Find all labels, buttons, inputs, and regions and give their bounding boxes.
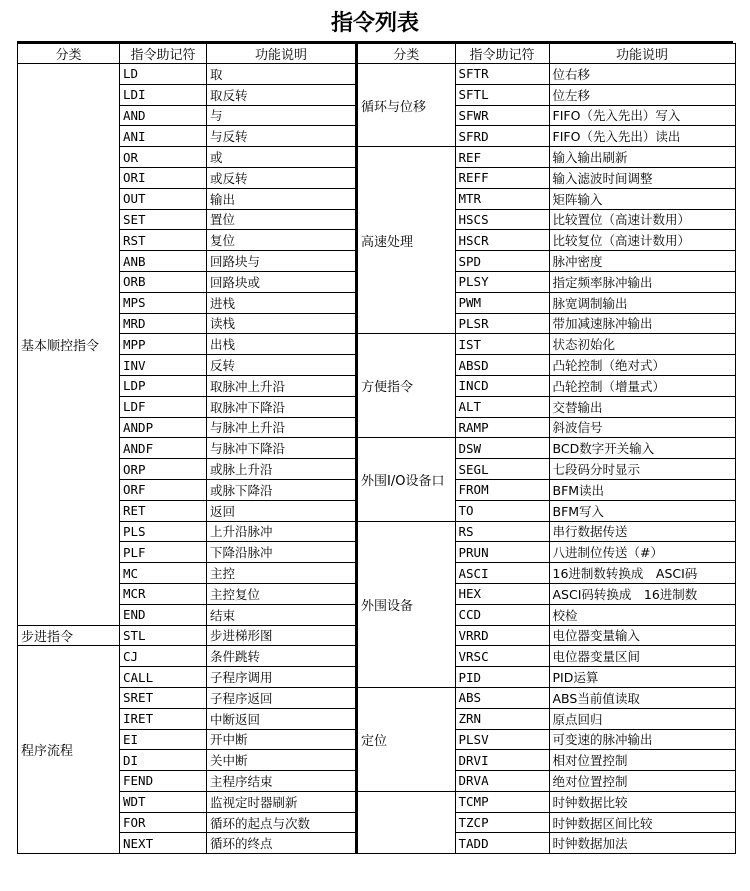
mnemonic-cell: WDT — [120, 791, 207, 812]
description-cell: 关中断 — [207, 750, 356, 771]
mnemonic-cell: PWM — [455, 292, 549, 313]
mnemonic-cell: ALT — [455, 396, 549, 417]
mnemonic-cell: MRD — [120, 313, 207, 334]
mnemonic-cell: HSCR — [455, 230, 549, 251]
description-cell: 电位器变量区间 — [549, 646, 735, 667]
mnemonic-cell: DSW — [455, 438, 549, 459]
header-category: 分类 — [357, 44, 455, 64]
mnemonic-cell: ORB — [120, 271, 207, 292]
table-halves — [17, 43, 733, 854]
description-cell: 复位 — [207, 230, 356, 251]
mnemonic-cell: AND — [120, 105, 207, 126]
mnemonic-cell: ABS — [455, 687, 549, 708]
mnemonic-cell: SPD — [455, 251, 549, 272]
description-cell: 主程序结束 — [207, 771, 356, 792]
page-title: 指令列表 — [17, 6, 733, 43]
right-instruction-table — [356, 43, 736, 854]
description-cell: 读栈 — [207, 313, 356, 334]
left-table-body — [18, 64, 356, 854]
description-cell: 或反转 — [207, 167, 356, 188]
description-cell: 主控复位 — [207, 583, 356, 604]
description-cell: 返回 — [207, 500, 356, 521]
mnemonic-cell: ANDF — [120, 438, 207, 459]
description-cell: 八进制位传送（#） — [549, 542, 735, 563]
mnemonic-cell: REFF — [455, 167, 549, 188]
description-cell: 置位 — [207, 209, 356, 230]
mnemonic-cell: ORI — [120, 167, 207, 188]
table-row — [357, 147, 735, 168]
description-cell: 下降沿脉冲 — [207, 542, 356, 563]
description-cell: 交替输出 — [549, 396, 735, 417]
description-cell: 比较复位（高速计数用） — [549, 230, 735, 251]
description-cell: 回路块与 — [207, 251, 356, 272]
mnemonic-cell: SEGL — [455, 459, 549, 480]
table-row — [18, 64, 356, 85]
description-cell: 或脉上升沿 — [207, 459, 356, 480]
instruction-list-page — [17, 6, 733, 854]
description-cell: 反转 — [207, 355, 356, 376]
description-cell: PID运算 — [549, 667, 735, 688]
mnemonic-cell: INV — [120, 355, 207, 376]
description-cell: 校检 — [549, 604, 735, 625]
description-cell: 绝对位置控制 — [549, 771, 735, 792]
mnemonic-cell: PLS — [120, 521, 207, 542]
mnemonic-cell: ANI — [120, 126, 207, 147]
mnemonic-cell: ABSD — [455, 355, 549, 376]
description-cell: 比较置位（高速计数用） — [549, 209, 735, 230]
description-cell: 脉冲密度 — [549, 251, 735, 272]
description-cell: BFM写入 — [549, 500, 735, 521]
description-cell: 取 — [207, 64, 356, 85]
mnemonic-cell: PID — [455, 667, 549, 688]
description-cell: 主控 — [207, 563, 356, 584]
description-cell: 可变速的脉冲输出 — [549, 729, 735, 750]
mnemonic-cell: RST — [120, 230, 207, 251]
table-row — [357, 521, 735, 542]
mnemonic-cell: ORF — [120, 479, 207, 500]
mnemonic-cell: PLF — [120, 542, 207, 563]
description-cell: 取反转 — [207, 84, 356, 105]
description-cell: 时钟数据比较 — [549, 791, 735, 812]
category-cell: 方便指令 — [357, 334, 455, 438]
mnemonic-cell: RS — [455, 521, 549, 542]
description-cell: 与脉冲上升沿 — [207, 417, 356, 438]
description-cell: 状态初始化 — [549, 334, 735, 355]
mnemonic-cell: MPP — [120, 334, 207, 355]
mnemonic-cell: LDP — [120, 375, 207, 396]
description-cell: 上升沿脉冲 — [207, 521, 356, 542]
description-cell: 循环的终点 — [207, 833, 356, 854]
mnemonic-cell: MTR — [455, 188, 549, 209]
description-cell: 与反转 — [207, 126, 356, 147]
mnemonic-cell: IST — [455, 334, 549, 355]
description-cell: 16进制数转换成 ASCI码 — [549, 563, 735, 584]
mnemonic-cell: HSCS — [455, 209, 549, 230]
mnemonic-cell: OUT — [120, 188, 207, 209]
table-row — [357, 791, 735, 812]
mnemonic-cell: RAMP — [455, 417, 549, 438]
header-mnemonic: 指令助记符 — [120, 44, 207, 64]
description-cell: ABS当前值读取 — [549, 687, 735, 708]
description-cell: 子程序调用 — [207, 667, 356, 688]
mnemonic-cell: PRUN — [455, 542, 549, 563]
description-cell: 监视定时器刷新 — [207, 791, 356, 812]
category-cell: 外围设备 — [357, 521, 455, 687]
header-category: 分类 — [18, 44, 120, 64]
table-row — [357, 438, 735, 459]
description-cell: 时钟数据区间比较 — [549, 812, 735, 833]
description-cell: 输入滤波时间调整 — [549, 167, 735, 188]
description-cell: FIFO（先入先出）读出 — [549, 126, 735, 147]
description-cell: 矩阵输入 — [549, 188, 735, 209]
mnemonic-cell: TZCP — [455, 812, 549, 833]
description-cell: 位左移 — [549, 84, 735, 105]
description-cell: 带加减速脉冲输出 — [549, 313, 735, 334]
category-cell: 高速处理 — [357, 147, 455, 334]
description-cell: 或 — [207, 147, 356, 168]
description-cell: BCD数字开关输入 — [549, 438, 735, 459]
mnemonic-cell: ASCI — [455, 563, 549, 584]
mnemonic-cell: DI — [120, 750, 207, 771]
table-row — [18, 646, 356, 667]
description-cell: 中断返回 — [207, 708, 356, 729]
category-cell: 外围I/O设备口 — [357, 438, 455, 521]
mnemonic-cell: REF — [455, 147, 549, 168]
table-row — [18, 625, 356, 646]
table-row — [357, 334, 735, 355]
description-cell: FIFO（先入先出）写入 — [549, 105, 735, 126]
mnemonic-cell: VRRD — [455, 625, 549, 646]
category-cell: 基本顺控指令 — [18, 64, 120, 626]
mnemonic-cell: PLSV — [455, 729, 549, 750]
mnemonic-cell: FEND — [120, 771, 207, 792]
mnemonic-cell: MC — [120, 563, 207, 584]
mnemonic-cell: SET — [120, 209, 207, 230]
description-cell: 输入输出刷新 — [549, 147, 735, 168]
description-cell: 循环的起点与次数 — [207, 812, 356, 833]
mnemonic-cell: END — [120, 604, 207, 625]
mnemonic-cell: INCD — [455, 375, 549, 396]
mnemonic-cell: ZRN — [455, 708, 549, 729]
description-cell: 出栈 — [207, 334, 356, 355]
description-cell: 回路块或 — [207, 271, 356, 292]
mnemonic-cell: TCMP — [455, 791, 549, 812]
mnemonic-cell: EI — [120, 729, 207, 750]
mnemonic-cell: LDI — [120, 84, 207, 105]
description-cell: 输出 — [207, 188, 356, 209]
mnemonic-cell: OR — [120, 147, 207, 168]
mnemonic-cell: SFTL — [455, 84, 549, 105]
right-table-body — [357, 64, 735, 854]
mnemonic-cell: DRVI — [455, 750, 549, 771]
description-cell: 凸轮控制（增量式） — [549, 375, 735, 396]
mnemonic-cell: SFTR — [455, 64, 549, 85]
description-cell: 串行数据传送 — [549, 521, 735, 542]
left-instruction-table — [17, 43, 356, 854]
table-row — [357, 687, 735, 708]
description-cell: 凸轮控制（绝对式） — [549, 355, 735, 376]
description-cell: 结束 — [207, 604, 356, 625]
mnemonic-cell: CALL — [120, 667, 207, 688]
category-cell: 循环与位移 — [357, 64, 455, 147]
mnemonic-cell: ANDP — [120, 417, 207, 438]
header-row — [18, 44, 356, 64]
mnemonic-cell: MPS — [120, 292, 207, 313]
mnemonic-cell: SFRD — [455, 126, 549, 147]
mnemonic-cell: MCR — [120, 583, 207, 604]
description-cell: BFM读出 — [549, 479, 735, 500]
description-cell: 七段码分时显示 — [549, 459, 735, 480]
mnemonic-cell: TADD — [455, 833, 549, 854]
mnemonic-cell: LDF — [120, 396, 207, 417]
description-cell: 子程序返回 — [207, 687, 356, 708]
category-cell — [357, 791, 455, 853]
mnemonic-cell: CJ — [120, 646, 207, 667]
header-description: 功能说明 — [549, 44, 735, 64]
description-cell: ASCI码转换成 16进制数 — [549, 583, 735, 604]
mnemonic-cell: HEX — [455, 583, 549, 604]
description-cell: 步进梯形图 — [207, 625, 356, 646]
mnemonic-cell: IRET — [120, 708, 207, 729]
mnemonic-cell: SFWR — [455, 105, 549, 126]
description-cell: 条件跳转 — [207, 646, 356, 667]
description-cell: 斜波信号 — [549, 417, 735, 438]
mnemonic-cell: VRSC — [455, 646, 549, 667]
mnemonic-cell: TO — [455, 500, 549, 521]
description-cell: 与 — [207, 105, 356, 126]
description-cell: 相对位置控制 — [549, 750, 735, 771]
description-cell: 进栈 — [207, 292, 356, 313]
mnemonic-cell: FROM — [455, 479, 549, 500]
mnemonic-cell: CCD — [455, 604, 549, 625]
mnemonic-cell: SRET — [120, 687, 207, 708]
header-mnemonic: 指令助记符 — [455, 44, 549, 64]
mnemonic-cell: FOR — [120, 812, 207, 833]
mnemonic-cell: STL — [120, 625, 207, 646]
description-cell: 开中断 — [207, 729, 356, 750]
mnemonic-cell: NEXT — [120, 833, 207, 854]
description-cell: 指定频率脉冲输出 — [549, 271, 735, 292]
mnemonic-cell: PLSY — [455, 271, 549, 292]
mnemonic-cell: ANB — [120, 251, 207, 272]
mnemonic-cell: LD — [120, 64, 207, 85]
category-cell: 定位 — [357, 687, 455, 791]
table-row — [357, 64, 735, 85]
description-cell: 脉宽调制输出 — [549, 292, 735, 313]
description-cell: 电位器变量输入 — [549, 625, 735, 646]
description-cell: 时钟数据加法 — [549, 833, 735, 854]
description-cell: 或脉下降沿 — [207, 479, 356, 500]
description-cell: 取脉冲上升沿 — [207, 375, 356, 396]
header-row — [357, 44, 735, 64]
mnemonic-cell: DRVA — [455, 771, 549, 792]
mnemonic-cell: PLSR — [455, 313, 549, 334]
mnemonic-cell: ORP — [120, 459, 207, 480]
description-cell: 取脉冲下降沿 — [207, 396, 356, 417]
description-cell: 原点回归 — [549, 708, 735, 729]
description-cell: 与脉冲下降沿 — [207, 438, 356, 459]
header-description: 功能说明 — [207, 44, 356, 64]
category-cell: 程序流程 — [18, 646, 120, 854]
mnemonic-cell: RET — [120, 500, 207, 521]
description-cell: 位右移 — [549, 64, 735, 85]
category-cell: 步进指令 — [18, 625, 120, 646]
